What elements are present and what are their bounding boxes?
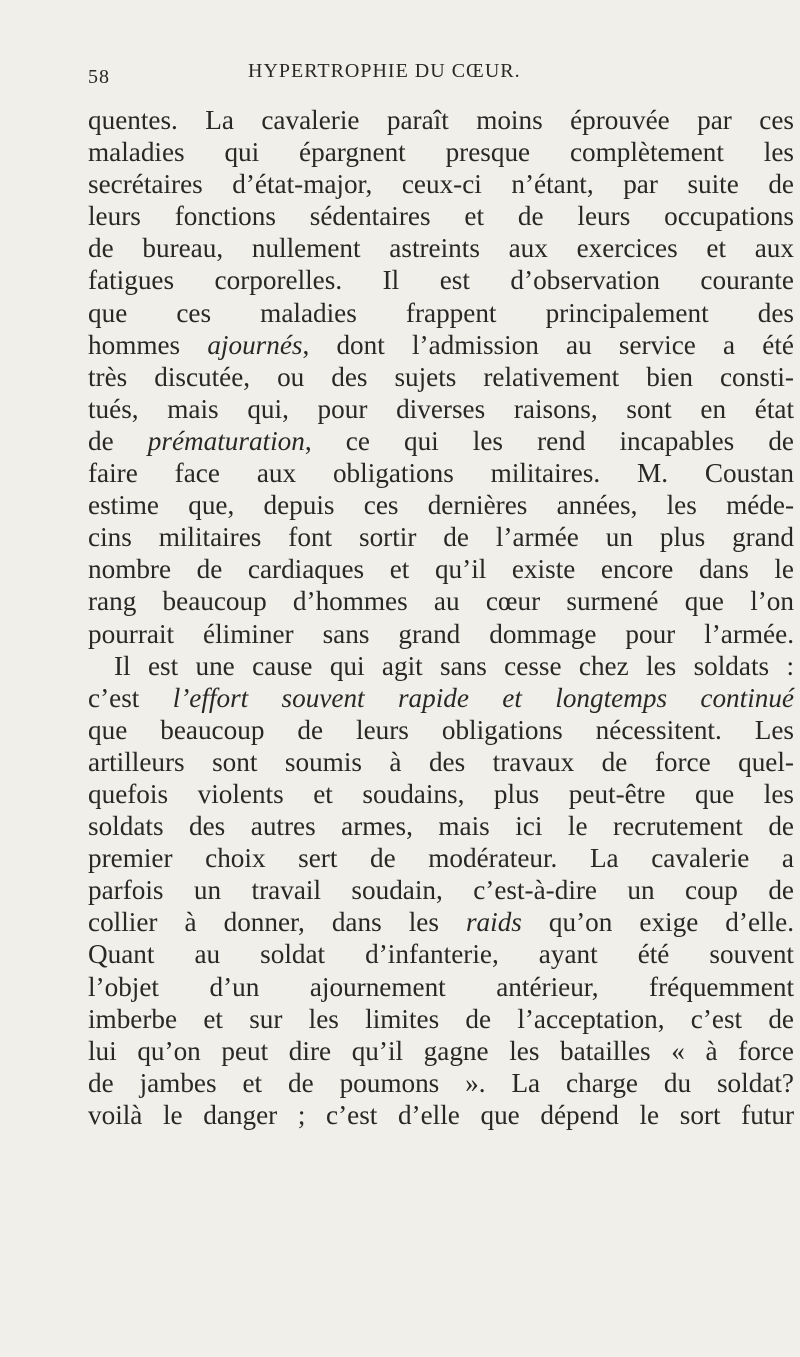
text-line (88, 457, 794, 489)
text-line (88, 585, 794, 617)
text-run: l’objet d’un ajournement antérieur, fréquemment (88, 971, 794, 1002)
text-run: faire face aux obligations militaires. M. Coustan (88, 458, 794, 489)
italic-text: raids (465, 907, 522, 938)
text-run: collier à donner, dans les (88, 907, 466, 938)
text-line (88, 1003, 794, 1035)
text-run: fatigues corporelles. Il est d’observation courante (88, 265, 794, 296)
text-line (88, 393, 794, 425)
text-line (88, 168, 794, 200)
text-line (88, 746, 794, 778)
text-line (88, 425, 794, 457)
text-line (88, 778, 794, 810)
text-run: cins militaires font sortir de l’armée un plus grand (88, 522, 794, 553)
text-line (88, 842, 794, 874)
text-line (88, 938, 794, 970)
text-run: hommes (88, 329, 208, 360)
text-line (88, 874, 794, 906)
running-title: HYPERTROPHIE DU CŒUR. (248, 60, 521, 82)
text-run: leurs fonctions sédentaires et de leurs occupations (88, 201, 794, 232)
text-line (88, 489, 794, 521)
text-run: lui qu’on peut dire qu’il gagne les batailles « à force (88, 1035, 794, 1066)
text-line (88, 329, 794, 361)
text-line (88, 971, 794, 1003)
text-run: rang beaucoup d’hommes au cœur surmené que l’on (88, 586, 794, 617)
italic-text: ajournés (207, 329, 303, 360)
text-run: imberbe et sur les limites de l’acceptation, c’est de (88, 1003, 794, 1034)
text-run: soldats des autres armes, mais ici le recrutement de (88, 811, 794, 842)
text-run: voilà le danger ; c’est d’elle que dépend le sort futur (88, 1099, 794, 1130)
text-run: que beaucoup de leurs obligations nécessitent. Les (88, 714, 794, 745)
text-run: premier choix sert de modérateur. La cavalerie a (88, 843, 794, 874)
text-line (88, 714, 794, 746)
text-run: pourrait éliminer sans grand dommage pour l’armée. (88, 618, 794, 649)
text-line (88, 650, 794, 682)
body-text (88, 104, 794, 1131)
text-run: artilleurs sont soumis à des travaux de force quel- (88, 746, 794, 777)
text-line (88, 1099, 794, 1131)
text-line (88, 810, 794, 842)
text-line (88, 521, 794, 553)
page-number: 58 (88, 66, 110, 88)
text-line (88, 1035, 794, 1067)
text-line (88, 553, 794, 585)
page-header (88, 60, 788, 90)
text-line (88, 297, 794, 329)
text-run: de (88, 425, 148, 456)
text-run: tués, mais qui, pour diverses raisons, sont en état (88, 393, 794, 424)
text-run: Il est une cause qui agit sans cesse chez les soldats : (114, 650, 794, 681)
text-line (88, 618, 794, 650)
text-run: qu’on exige d’elle. (521, 907, 794, 938)
text-run: quefois violents et soudains, plus peut-être que les (88, 778, 794, 809)
italic-text: prématuration (147, 425, 305, 456)
text-run: , ce qui les rend incapables de (304, 425, 794, 456)
text-line (88, 264, 794, 296)
text-run: , dont l’admission au service a été (302, 329, 794, 360)
text-run: Quant au soldat d’infanterie, ayant été souvent (88, 939, 794, 970)
text-run: nombre de cardiaques et qu’il existe encore dans le (88, 554, 794, 585)
text-run: c’est (88, 682, 173, 713)
text-run: maladies qui épargnent presque complètement les (88, 137, 794, 168)
text-run: estime que, depuis ces dernières années, les méde- (88, 490, 794, 521)
text-line (88, 1067, 794, 1099)
text-run: que ces maladies frappent principalement des (88, 297, 794, 328)
text-line (88, 136, 794, 168)
text-line (88, 104, 794, 136)
text-run: très discutée, ou des sujets relativement bien consti- (88, 361, 794, 392)
text-line (88, 906, 794, 938)
text-run: secrétaires d’état-major, ceux-ci n’étant, par suite de (88, 169, 794, 200)
text-run: parfois un travail soudain, c’est-à-dire un coup de (88, 875, 794, 906)
text-line (88, 682, 794, 714)
text-line (88, 200, 794, 232)
italic-text: l’effort souvent rapide et longtemps continué (172, 682, 794, 713)
text-line (88, 361, 794, 393)
text-run: de jambes et de poumons ». La charge du soldat? (88, 1067, 794, 1098)
text-run: de bureau, nullement astreints aux exercices et aux (88, 233, 794, 264)
text-run: quentes. La cavalerie paraît moins éprouvée par ces (88, 105, 794, 135)
text-line (88, 232, 794, 264)
